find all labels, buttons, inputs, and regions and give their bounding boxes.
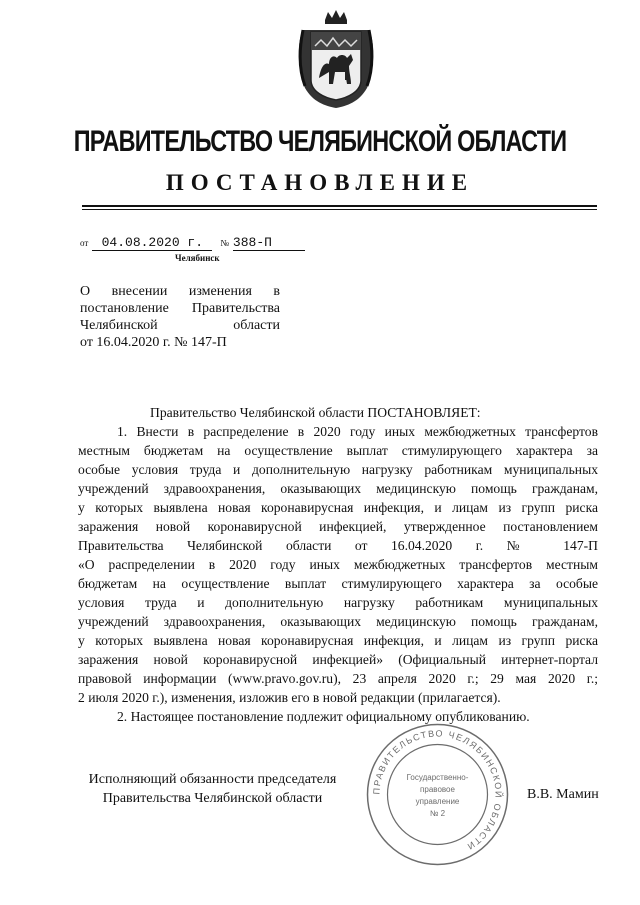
stamp-line: правовое bbox=[420, 785, 455, 794]
number-prefix: № bbox=[220, 238, 229, 248]
official-seal-icon bbox=[365, 722, 510, 867]
subject-line: от 16.04.2020 г. № 147-П bbox=[80, 335, 227, 350]
document-date: 04.08.2020 г. bbox=[92, 235, 212, 251]
header-divider-thin bbox=[82, 209, 597, 210]
resolution-intro: Правительство Челябинской области ПОСТАНОВЛЯЕТ: bbox=[150, 405, 481, 420]
stamp-line: Государственно- bbox=[406, 773, 469, 782]
date-prefix: от bbox=[80, 238, 89, 248]
body-line: особые условия труда и дополнительную нагрузку работникам муниципальных bbox=[78, 462, 598, 477]
body-line: «О распределении в 2020 году иных межбюджетных трансфертов местным bbox=[78, 557, 598, 572]
document-number: 388-П bbox=[233, 235, 305, 251]
coat-of-arms-icon bbox=[295, 10, 377, 110]
government-title: ПРАВИТЕЛЬСТВО ЧЕЛЯБИНСКОЙ ОБЛАСТИ bbox=[73, 125, 567, 158]
body-line: местным бюджетам на осуществление выплат стимулирующего характера за bbox=[78, 443, 598, 458]
subject-line: постановление Правительства bbox=[80, 301, 280, 316]
stamp-line: управление bbox=[415, 797, 460, 806]
document-type: ПОСТАНОВЛЕНИЕ bbox=[165, 170, 475, 195]
body-line: заражения новой коронавирусной инфекцией» (Официальный интернет-портал bbox=[78, 652, 598, 667]
position-line: Правительства Челябинской области bbox=[102, 791, 323, 806]
signatory-name: В.В. Мамин bbox=[527, 787, 599, 802]
body-line: заражения новой коронавирусной инфекцией, утвержденное постановлением bbox=[78, 519, 598, 534]
body-line: Правительства Челябинской области от 16.04.2020 г. № 147-П bbox=[78, 538, 598, 553]
body-line: бюджетам на осуществление выплат стимулирующего характера за особые bbox=[78, 576, 598, 591]
body-line: учреждений здравоохранения, оказывающих медицинскую помощь гражданам, bbox=[78, 614, 598, 629]
subject-line: Челябинской области bbox=[80, 318, 280, 333]
paragraph-2: 2. Настоящее постановление подлежит официальному опубликованию. bbox=[117, 709, 530, 724]
body-line: 2 июля 2020 г.), изменения, изложив его в новой редакции (прилагается). bbox=[78, 690, 501, 705]
body-line: у которых выявлена новая коронавирусная инфекция, и лицам из групп риска bbox=[78, 633, 598, 648]
body-line: у которых выявлена новая коронавирусная инфекция, и лицам из групп риска bbox=[78, 500, 598, 515]
stamp-line: № 2 bbox=[429, 809, 446, 818]
body-line: 1. Внести в распределение в 2020 году иных межбюджетных трансфертов bbox=[117, 424, 598, 439]
body-line: условия труда и дополнительную нагрузку работникам муниципальных bbox=[78, 595, 598, 610]
header-divider bbox=[82, 205, 597, 207]
stamp-outer-text: ПРАВИТЕЛЬСТВО ЧЕЛЯБИНСКОЙ ОБЛАСТИ bbox=[371, 728, 504, 853]
body-line: учреждений здравоохранения, оказывающих медицинскую помощь гражданам, bbox=[78, 481, 598, 496]
date-number-line bbox=[80, 233, 305, 251]
document-subject bbox=[80, 283, 280, 351]
body-line: правовой информации (www.pravo.gov.ru), 23 апреля 2020 г.; 29 мая 2020 г.; bbox=[78, 671, 598, 686]
signatory-position bbox=[80, 770, 345, 808]
position-line: Исполняющий обязанности председателя bbox=[88, 772, 337, 787]
subject-line: О внесении изменения в bbox=[80, 284, 280, 299]
city: Челябинск bbox=[175, 253, 220, 263]
